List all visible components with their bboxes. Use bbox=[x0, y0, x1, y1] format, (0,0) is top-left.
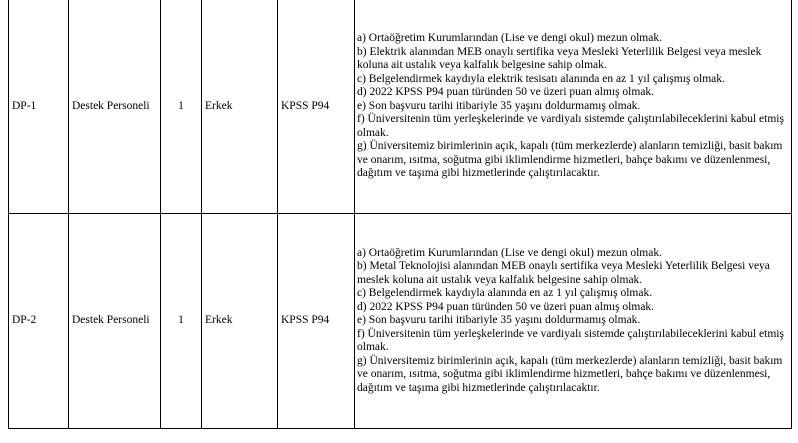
requirement-item: a) Ortaöğretim Kurumlarından (Lise ve dengi okul) mezun olmak. bbox=[357, 246, 662, 259]
requirement-item: e) Son başvuru tarihi itibariyle 35 yaşını doldurmamış olmak. bbox=[357, 314, 641, 327]
position-exam: KPSS P94 bbox=[278, 0, 355, 214]
requirement-item: a) Ortaöğretim Kurumlarından (Lise ve dengi okul) mezun olmak. bbox=[357, 32, 662, 45]
position-title: Destek Personeli bbox=[69, 214, 161, 429]
position-exam: KPSS P94 bbox=[278, 214, 355, 429]
requirement-item: f) Üniversitenin tüm yerleşkelerinde ve vardiyalı sistemde çalıştırılabileceklerini kabul etmiş olmak. bbox=[357, 113, 784, 139]
position-count: 1 bbox=[161, 214, 202, 429]
position-code: DP-2 bbox=[9, 214, 69, 429]
requirement-item: b) Metal Teknolojisi alanından MEB onaylı sertifika veya Mesleki Yeterlilik Belgesi veya meslek koluna ait ustalık veya kalfalık belgesine sahip olmak. bbox=[357, 260, 770, 286]
position-count: 1 bbox=[161, 0, 202, 214]
position-code: DP-1 bbox=[9, 0, 69, 214]
requirement-item: d) 2022 KPSS P94 puan türünden 50 ve üzeri puan almış olmak. bbox=[357, 86, 655, 99]
position-gender: Erkek bbox=[202, 214, 278, 429]
requirement-item: d) 2022 KPSS P94 puan türünden 50 ve üzeri puan almış olmak. bbox=[357, 300, 655, 313]
positions-table bbox=[8, 0, 792, 429]
requirement-item: g) Üniversitemiz birimlerinin açık, kapalı (tüm merkezlerde) alanların temizliği, basit bakım ve onarım, ısıtma, soğutma gibi iklimlendirme hizmetleri, bahçe bakımı ve düzenlenmesi, dağıtım ve taşıma gibi hizmetlerinde çalıştırılacaktır. bbox=[357, 354, 783, 394]
requirement-item: c) Belgelendirmek kaydıyla elektrik tesisatı alanında en az 1 yıl çalışmış olmak. bbox=[357, 72, 725, 85]
requirement-item: b) Elektrik alanından MEB onaylı sertifika veya Mesleki Yeterlilik Belgesi veya meslek koluna ait ustalık veya kalfalık belgesine sahip olmak. bbox=[357, 45, 762, 72]
position-requirements bbox=[355, 0, 792, 214]
position-gender: Erkek bbox=[202, 0, 278, 214]
table-row bbox=[9, 214, 792, 429]
position-title: Destek Personeli bbox=[69, 0, 161, 214]
requirement-item: f) Üniversitenin tüm yerleşkelerinde ve vardiyalı sistemde çalıştırılabileceklerini kabul etmiş olmak. bbox=[357, 327, 784, 354]
requirement-item: c) Belgelendirmek kaydıyla alanında en az 1 yıl çalışmış olmak. bbox=[357, 287, 653, 300]
table-row bbox=[9, 0, 792, 214]
requirement-item: g) Üniversitemiz birimlerinin açık, kapalı (tüm merkezlerde) alanların temizliği, basit bakım ve onarım, ısıtma, soğutma gibi iklimlendirme hizmetleri, bahçe bakımı ve düzenlenmesi, dağıtım ve taşıma gibi hizmetlerinde çalıştırılacaktır. bbox=[357, 140, 783, 180]
position-requirements bbox=[355, 214, 792, 429]
requirement-item: e) Son başvuru tarihi itibariyle 35 yaşını doldurmamış olmak. bbox=[357, 99, 641, 112]
